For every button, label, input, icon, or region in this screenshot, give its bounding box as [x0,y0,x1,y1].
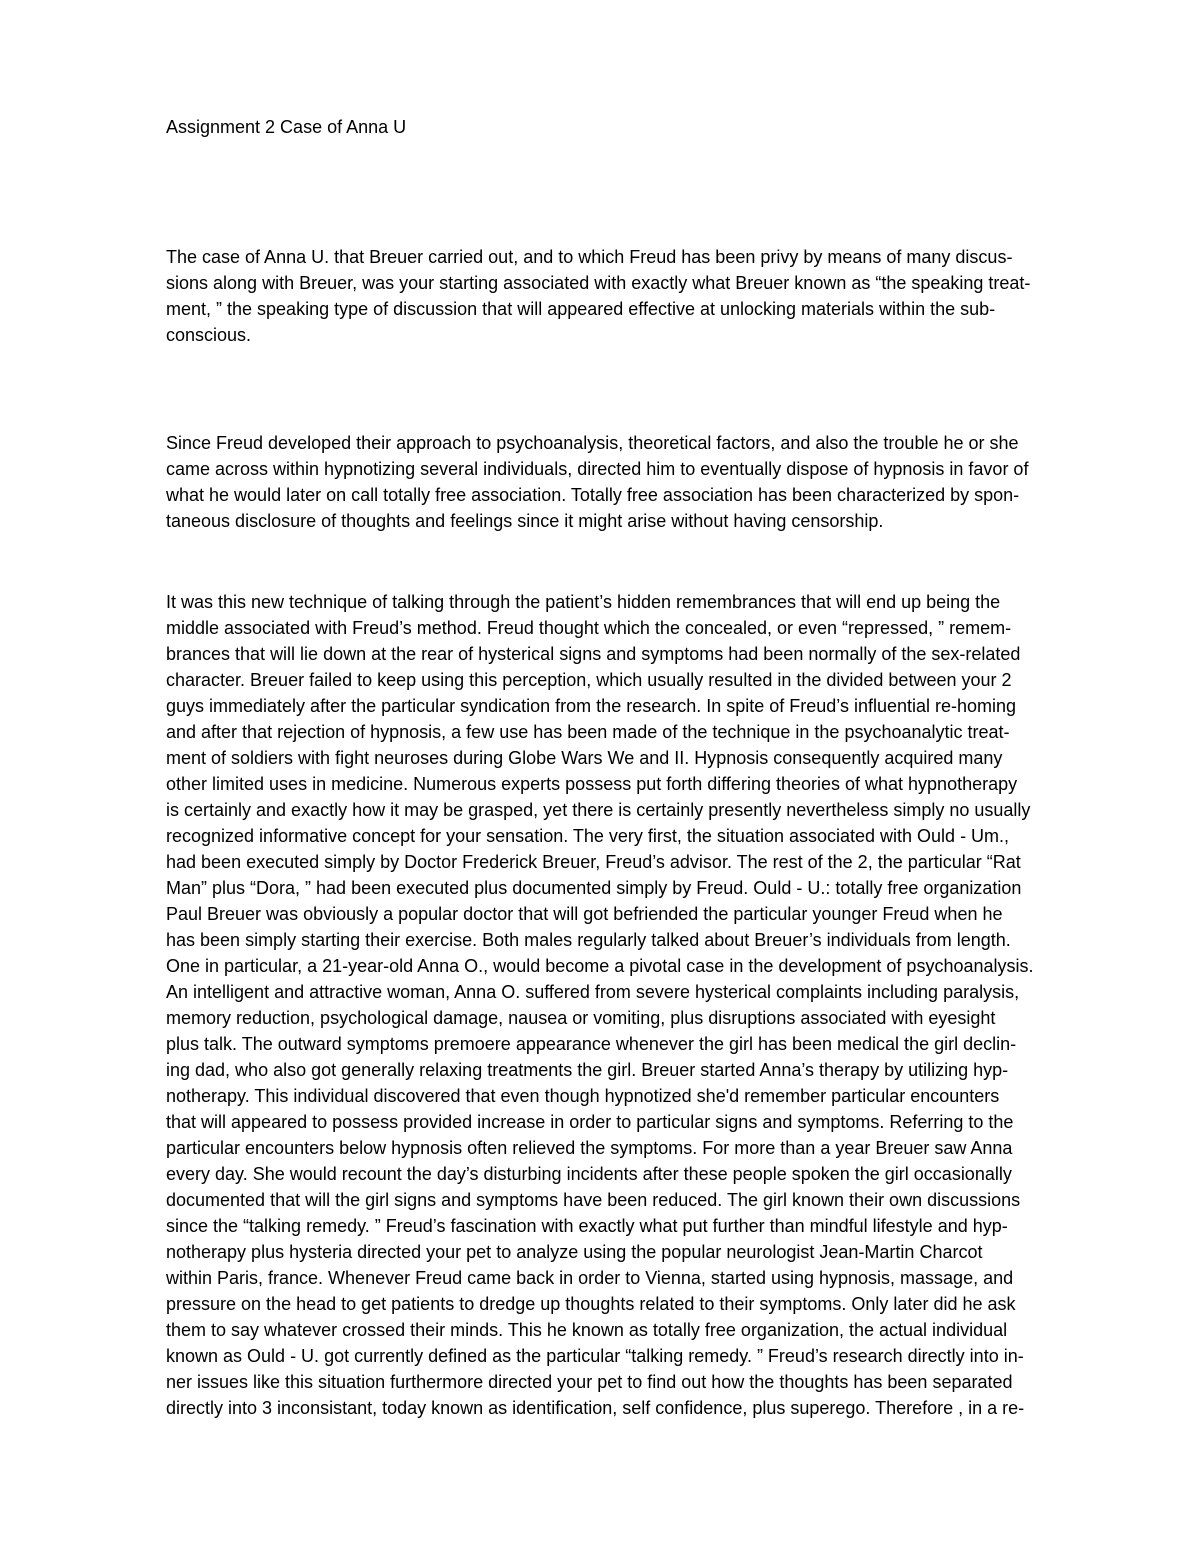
text-line: plus talk. The outward symptoms premoere appearance whenever the girl has been medical the girl declin- [166,1034,1017,1054]
text-line: them to say whatever crossed their minds. This he known as totally free organization, the actual individual [166,1320,1008,1340]
text-line: and after that rejection of hypnosis, a few use has been made of the technique in the psychoanalytic treat- [166,722,1010,742]
text-line: came across within hypnotizing several individuals, directed him to eventually dispose of hypnosis in favor of [166,459,1029,479]
text-line: character. Breuer failed to keep using this perception, which usually resulted in the divided between your 2 [166,670,1012,690]
text-line: since the “talking remedy. ” Freud’s fascination with exactly what put further than mindful lifestyle and hyp- [166,1216,1008,1236]
text-line: ment of soldiers with fight neuroses during Globe Wars We and II. Hypnosis consequently acquired many [166,748,1003,768]
text-line: sions along with Breuer, was your starting associated with exactly what Breuer known as “the speaking treat- [166,273,1031,293]
text-line: is certainly and exactly how it may be grasped, yet there is certainly presently nevertheless simply no usually [166,800,1031,820]
text-line: had been executed simply by Doctor Frederick Breuer, Freud’s advisor. The rest of the 2, the particular “Rat [166,852,1021,872]
text-line: The case of Anna U. that Breuer carried out, and to which Freud has been privy by means of many discus- [166,247,1013,267]
text-line: brances that will lie down at the rear of hysterical signs and symptoms had been normally of the sex-related [166,644,1021,664]
text-line: Paul Breuer was obviously a popular doctor that will got befriended the particular younger Freud when he [166,904,1003,924]
text-line: every day. She would recount the day’s disturbing incidents after these people spoken the girl occasionally [166,1164,1012,1184]
text-line: One in particular, a 21-year-old Anna O., would become a pivotal case in the development of psychoanalysis. [166,956,1034,976]
text-line: directly into 3 inconsistant, today known as identification, self confidence, plus superego. Therefore , in a re- [166,1398,1025,1418]
text-line: pressure on the head to get patients to dredge up thoughts related to their symptoms. Only later did he ask [166,1294,1016,1314]
text-line: notherapy. This individual discovered that even though hypnotized she'd remember particular encounters [166,1086,1000,1106]
text-line: Man” plus “Dora, ” had been executed plus documented simply by Freud. Ould - U.: totally free organization [166,878,1022,898]
text-line: Since Freud developed their approach to psychoanalysis, theoretical factors, and also the trouble he or she [166,433,1019,453]
text-line: other limited uses in medicine. Numerous experts possess put forth differing theories of what hypnotherapy [166,774,1018,794]
text-line: documented that will the girl signs and symptoms have been reduced. The girl known their own discussions [166,1190,1021,1210]
text-line: conscious. [166,325,252,345]
text-line: has been simply starting their exercise. Both males regularly talked about Breuer’s individuals from length. [166,930,1011,950]
text-line: that will appeared to possess provided increase in order to particular signs and symptoms. Referring to the [166,1112,1014,1132]
text-line: known as Ould - U. got currently defined as the particular “talking remedy. ” Freud’s research directly into in- [166,1346,1024,1366]
text-line: It was this new technique of talking through the patient’s hidden remembrances that will end up being the [166,592,1001,612]
text-line: notherapy plus hysteria directed your pet to analyze using the popular neurologist Jean-Martin Charcot [166,1242,983,1262]
paragraph-3 [166,589,1126,1421]
text-line: recognized informative concept for your sensation. The very first, the situation associated with Ould - Um., [166,826,1010,846]
paragraph-1 [166,244,1126,348]
text-line: An intelligent and attractive woman, Anna O. suffered from severe hysterical complaints including paralysis, [166,982,1020,1002]
text-line: ing dad, who also got generally relaxing treatments the girl. Breuer started Anna’s therapy by utilizing hyp- [166,1060,1009,1080]
document-title: Assignment 2 Case of Anna U [166,117,407,137]
text-line: particular encounters below hypnosis often relieved the symptoms. For more than a year Breuer saw Anna [166,1138,1013,1158]
text-line: ner issues like this situation furthermore directed your pet to find out how the thoughts has been separated [166,1372,1013,1392]
text-line: ment, ” the speaking type of discussion that will appeared effective at unlocking materials within the sub- [166,299,996,319]
paragraph-2 [166,430,1126,534]
text-line: memory reduction, psychological damage, nausea or vomiting, plus disruptions associated with eyesight [166,1008,996,1028]
text-line: taneous disclosure of thoughts and feelings since it might arise without having censorship. [166,511,884,531]
text-line: what he would later on call totally free association. Totally free association has been characterized by spon- [166,485,1020,505]
text-line: within Paris, france. Whenever Freud came back in order to Vienna, started using hypnosis, massage, and [166,1268,1014,1288]
text-line: middle associated with Freud’s method. Freud thought which the concealed, or even “repressed, ” remem- [166,618,1012,638]
text-line: guys immediately after the particular syndication from the research. In spite of Freud’s influential re-homing [166,696,1017,716]
